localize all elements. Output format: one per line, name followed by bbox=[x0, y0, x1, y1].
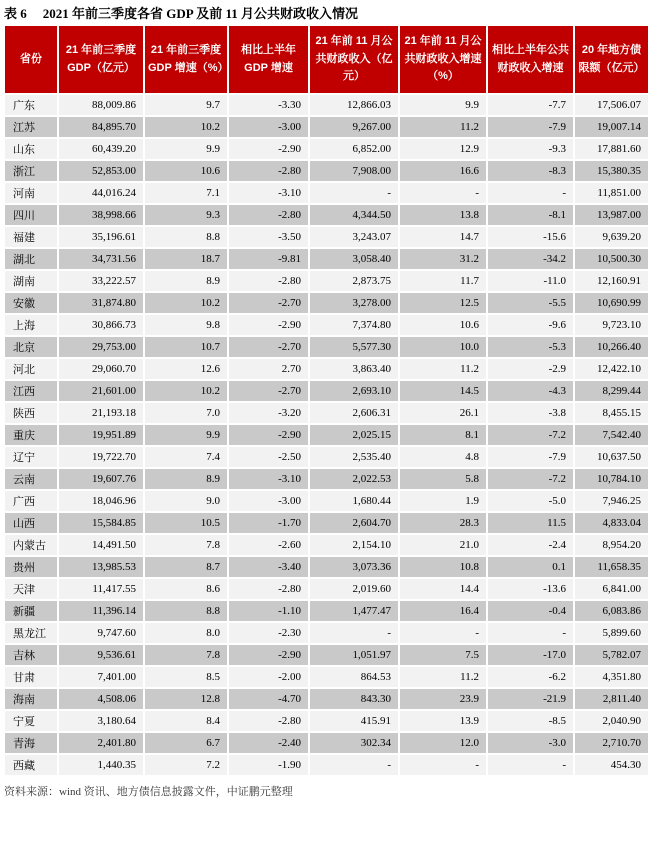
value-cell: 8.7 bbox=[145, 557, 227, 577]
table-row bbox=[5, 711, 648, 731]
value-cell: 11,417.55 bbox=[59, 579, 143, 599]
province-cell: 广西 bbox=[5, 491, 57, 511]
value-cell: 19,007.14 bbox=[575, 117, 648, 137]
value-cell: 7,374.80 bbox=[310, 315, 398, 335]
value-cell: 38,998.66 bbox=[59, 205, 143, 225]
value-cell: -8.1 bbox=[488, 205, 573, 225]
value-cell: 9,639.20 bbox=[575, 227, 648, 247]
value-cell: 1,051.97 bbox=[310, 645, 398, 665]
value-cell: 2,873.75 bbox=[310, 271, 398, 291]
value-cell: -13.6 bbox=[488, 579, 573, 599]
value-cell: -1.90 bbox=[229, 755, 308, 775]
province-cell: 青海 bbox=[5, 733, 57, 753]
value-cell: 4,508.06 bbox=[59, 689, 143, 709]
province-cell: 海南 bbox=[5, 689, 57, 709]
table-row bbox=[5, 579, 648, 599]
province-cell: 甘肃 bbox=[5, 667, 57, 687]
province-cell: 四川 bbox=[5, 205, 57, 225]
value-cell: 84,895.70 bbox=[59, 117, 143, 137]
value-cell: 88,009.86 bbox=[59, 95, 143, 115]
value-cell: 11.7 bbox=[400, 271, 486, 291]
value-cell: -2.90 bbox=[229, 645, 308, 665]
table-row bbox=[5, 601, 648, 621]
value-cell: 8.9 bbox=[145, 271, 227, 291]
province-cell: 河北 bbox=[5, 359, 57, 379]
table-row bbox=[5, 645, 648, 665]
value-cell: 9.8 bbox=[145, 315, 227, 335]
value-cell: -3.0 bbox=[488, 733, 573, 753]
value-cell: 2,019.60 bbox=[310, 579, 398, 599]
value-cell: 0.1 bbox=[488, 557, 573, 577]
table-number-label: 表 6 bbox=[4, 6, 27, 21]
value-cell: -2.80 bbox=[229, 161, 308, 181]
value-cell: 12.8 bbox=[145, 689, 227, 709]
table-row bbox=[5, 271, 648, 291]
value-cell: 14.5 bbox=[400, 381, 486, 401]
value-cell: 9,267.00 bbox=[310, 117, 398, 137]
value-cell: 8.8 bbox=[145, 601, 227, 621]
value-cell: 14.7 bbox=[400, 227, 486, 247]
value-cell: 18.7 bbox=[145, 249, 227, 269]
value-cell: -34.2 bbox=[488, 249, 573, 269]
value-cell: -9.6 bbox=[488, 315, 573, 335]
table-row bbox=[5, 95, 648, 115]
value-cell: 19,722.70 bbox=[59, 447, 143, 467]
value-cell: 11,851.00 bbox=[575, 183, 648, 203]
table-row bbox=[5, 623, 648, 643]
column-header-5: 21 年前 11 月公共财政收入增速（%） bbox=[400, 26, 486, 93]
value-cell: 7,542.40 bbox=[575, 425, 648, 445]
value-cell: 9.9 bbox=[145, 139, 227, 159]
province-cell: 辽宁 bbox=[5, 447, 57, 467]
value-cell: 7,946.25 bbox=[575, 491, 648, 511]
value-cell: -1.10 bbox=[229, 601, 308, 621]
value-cell: 10.2 bbox=[145, 117, 227, 137]
value-cell: -21.9 bbox=[488, 689, 573, 709]
value-cell: -2.70 bbox=[229, 337, 308, 357]
value-cell: 2,022.53 bbox=[310, 469, 398, 489]
value-cell: -9.81 bbox=[229, 249, 308, 269]
table-title: 2021 年前三季度各省 GDP 及前 11 月公共财政收入情况 bbox=[42, 6, 359, 21]
value-cell: 7.1 bbox=[145, 183, 227, 203]
value-cell: 21.0 bbox=[400, 535, 486, 555]
source-note: 资料来源：wind 资讯、地方债信息披露文件，中证鹏元整理 bbox=[4, 786, 293, 798]
value-cell: -5.5 bbox=[488, 293, 573, 313]
value-cell: -9.3 bbox=[488, 139, 573, 159]
province-cell: 河南 bbox=[5, 183, 57, 203]
province-cell: 安徽 bbox=[5, 293, 57, 313]
value-cell: 8.6 bbox=[145, 579, 227, 599]
value-cell: 4,351.80 bbox=[575, 667, 648, 687]
column-header-6: 相比上半年公共财政收入增速 bbox=[488, 26, 573, 93]
value-cell: 31,874.80 bbox=[59, 293, 143, 313]
value-cell: 17,506.07 bbox=[575, 95, 648, 115]
value-cell: 2,040.90 bbox=[575, 711, 648, 731]
value-cell: -7.9 bbox=[488, 447, 573, 467]
table-row bbox=[5, 557, 648, 577]
value-cell: -5.3 bbox=[488, 337, 573, 357]
table-row bbox=[5, 667, 648, 687]
province-cell: 上海 bbox=[5, 315, 57, 335]
table-row bbox=[5, 161, 648, 181]
value-cell: 6,841.00 bbox=[575, 579, 648, 599]
header-row bbox=[5, 26, 648, 93]
value-cell: -3.40 bbox=[229, 557, 308, 577]
value-cell: 6,083.86 bbox=[575, 601, 648, 621]
value-cell: 28.3 bbox=[400, 513, 486, 533]
value-cell: - bbox=[310, 183, 398, 203]
value-cell: 19,607.76 bbox=[59, 469, 143, 489]
value-cell: 5,899.60 bbox=[575, 623, 648, 643]
value-cell: 9.9 bbox=[400, 95, 486, 115]
value-cell: 9,723.10 bbox=[575, 315, 648, 335]
province-cell: 陕西 bbox=[5, 403, 57, 423]
value-cell: -3.8 bbox=[488, 403, 573, 423]
value-cell: 11.5 bbox=[488, 513, 573, 533]
value-cell: 6.7 bbox=[145, 733, 227, 753]
value-cell: -3.00 bbox=[229, 117, 308, 137]
value-cell: 16.4 bbox=[400, 601, 486, 621]
value-cell: 13.9 bbox=[400, 711, 486, 731]
value-cell: -1.70 bbox=[229, 513, 308, 533]
value-cell: -7.7 bbox=[488, 95, 573, 115]
value-cell: 3,243.07 bbox=[310, 227, 398, 247]
value-cell: -2.90 bbox=[229, 425, 308, 445]
value-cell: 60,439.20 bbox=[59, 139, 143, 159]
value-cell: -3.10 bbox=[229, 183, 308, 203]
value-cell: 3,058.40 bbox=[310, 249, 398, 269]
value-cell: 4,833.04 bbox=[575, 513, 648, 533]
value-cell: 15,584.85 bbox=[59, 513, 143, 533]
value-cell: 14,491.50 bbox=[59, 535, 143, 555]
value-cell: -6.2 bbox=[488, 667, 573, 687]
value-cell: 10,637.50 bbox=[575, 447, 648, 467]
value-cell: 10.6 bbox=[400, 315, 486, 335]
column-header-4: 21 年前 11 月公共财政收入（亿元） bbox=[310, 26, 398, 93]
value-cell: 2,535.40 bbox=[310, 447, 398, 467]
value-cell: 29,060.70 bbox=[59, 359, 143, 379]
value-cell: 3,180.64 bbox=[59, 711, 143, 731]
value-cell: 3,863.40 bbox=[310, 359, 398, 379]
value-cell: 2,710.70 bbox=[575, 733, 648, 753]
value-cell: 8.5 bbox=[145, 667, 227, 687]
value-cell: 10,690.99 bbox=[575, 293, 648, 313]
value-cell: 2,606.31 bbox=[310, 403, 398, 423]
value-cell: 44,016.24 bbox=[59, 183, 143, 203]
value-cell: 10.7 bbox=[145, 337, 227, 357]
value-cell: 8,954.20 bbox=[575, 535, 648, 555]
value-cell: 5,782.07 bbox=[575, 645, 648, 665]
province-cell: 重庆 bbox=[5, 425, 57, 445]
province-cell: 内蒙古 bbox=[5, 535, 57, 555]
value-cell: 33,222.57 bbox=[59, 271, 143, 291]
value-cell: 11,658.35 bbox=[575, 557, 648, 577]
column-header-1: 21 年前三季度 GDP（亿元） bbox=[59, 26, 143, 93]
value-cell: -2.90 bbox=[229, 139, 308, 159]
value-cell: 7.2 bbox=[145, 755, 227, 775]
value-cell: 7.0 bbox=[145, 403, 227, 423]
value-cell: 2,154.10 bbox=[310, 535, 398, 555]
value-cell: 9.0 bbox=[145, 491, 227, 511]
value-cell: 13,985.53 bbox=[59, 557, 143, 577]
value-cell: 2,811.40 bbox=[575, 689, 648, 709]
value-cell: 1,477.47 bbox=[310, 601, 398, 621]
province-cell: 西藏 bbox=[5, 755, 57, 775]
value-cell: -3.00 bbox=[229, 491, 308, 511]
table-row bbox=[5, 293, 648, 313]
table-row bbox=[5, 755, 648, 775]
value-cell: - bbox=[400, 183, 486, 203]
value-cell: 11.2 bbox=[400, 667, 486, 687]
value-cell: -2.00 bbox=[229, 667, 308, 687]
value-cell: 10.6 bbox=[145, 161, 227, 181]
value-cell: 12,866.03 bbox=[310, 95, 398, 115]
value-cell: -15.6 bbox=[488, 227, 573, 247]
column-header-2: 21 年前三季度 GDP 增速（%） bbox=[145, 26, 227, 93]
value-cell: -3.20 bbox=[229, 403, 308, 423]
value-cell: 864.53 bbox=[310, 667, 398, 687]
value-cell: -2.70 bbox=[229, 293, 308, 313]
gdp-fiscal-revenue-table bbox=[3, 24, 650, 777]
table-row bbox=[5, 117, 648, 137]
value-cell: 29,753.00 bbox=[59, 337, 143, 357]
value-cell: 4,344.50 bbox=[310, 205, 398, 225]
value-cell: -2.80 bbox=[229, 205, 308, 225]
value-cell: 26.1 bbox=[400, 403, 486, 423]
table-row bbox=[5, 689, 648, 709]
value-cell: -4.70 bbox=[229, 689, 308, 709]
value-cell: 13,987.00 bbox=[575, 205, 648, 225]
value-cell: 8.8 bbox=[145, 227, 227, 247]
value-cell: -2.9 bbox=[488, 359, 573, 379]
value-cell: 2,401.80 bbox=[59, 733, 143, 753]
value-cell: -2.4 bbox=[488, 535, 573, 555]
value-cell: -2.80 bbox=[229, 271, 308, 291]
value-cell: - bbox=[400, 755, 486, 775]
value-cell: 10.5 bbox=[145, 513, 227, 533]
value-cell: 11.2 bbox=[400, 359, 486, 379]
value-cell: 9,536.61 bbox=[59, 645, 143, 665]
value-cell: 8.1 bbox=[400, 425, 486, 445]
value-cell: -0.4 bbox=[488, 601, 573, 621]
value-cell: -8.5 bbox=[488, 711, 573, 731]
value-cell: 12.0 bbox=[400, 733, 486, 753]
value-cell: 34,731.56 bbox=[59, 249, 143, 269]
table-row bbox=[5, 227, 648, 247]
province-cell: 福建 bbox=[5, 227, 57, 247]
province-cell: 广东 bbox=[5, 95, 57, 115]
value-cell: 23.9 bbox=[400, 689, 486, 709]
province-cell: 江苏 bbox=[5, 117, 57, 137]
province-cell: 黑龙江 bbox=[5, 623, 57, 643]
value-cell: 1,680.44 bbox=[310, 491, 398, 511]
table-row bbox=[5, 205, 648, 225]
province-cell: 天津 bbox=[5, 579, 57, 599]
value-cell: -7.9 bbox=[488, 117, 573, 137]
value-cell: 302.34 bbox=[310, 733, 398, 753]
table-row bbox=[5, 469, 648, 489]
value-cell: 5,577.30 bbox=[310, 337, 398, 357]
table-row bbox=[5, 403, 648, 423]
province-cell: 湖北 bbox=[5, 249, 57, 269]
province-cell: 浙江 bbox=[5, 161, 57, 181]
value-cell: 2.70 bbox=[229, 359, 308, 379]
province-cell: 江西 bbox=[5, 381, 57, 401]
value-cell: 52,853.00 bbox=[59, 161, 143, 181]
value-cell: -7.2 bbox=[488, 425, 573, 445]
value-cell: -2.60 bbox=[229, 535, 308, 555]
table-row bbox=[5, 183, 648, 203]
value-cell: 7.5 bbox=[400, 645, 486, 665]
table-row bbox=[5, 425, 648, 445]
table-row bbox=[5, 359, 648, 379]
value-cell: -11.0 bbox=[488, 271, 573, 291]
province-cell: 吉林 bbox=[5, 645, 57, 665]
value-cell: 3,073.36 bbox=[310, 557, 398, 577]
value-cell: -2.80 bbox=[229, 711, 308, 731]
value-cell: 2,604.70 bbox=[310, 513, 398, 533]
value-cell: 10,266.40 bbox=[575, 337, 648, 357]
value-cell: 1,440.35 bbox=[59, 755, 143, 775]
province-cell: 北京 bbox=[5, 337, 57, 357]
value-cell: - bbox=[310, 623, 398, 643]
value-cell: 9,747.60 bbox=[59, 623, 143, 643]
value-cell: -3.50 bbox=[229, 227, 308, 247]
table-row bbox=[5, 513, 648, 533]
value-cell: 16.6 bbox=[400, 161, 486, 181]
value-cell: 31.2 bbox=[400, 249, 486, 269]
column-header-3: 相比上半年 GDP 增速 bbox=[229, 26, 308, 93]
value-cell: -5.0 bbox=[488, 491, 573, 511]
value-cell: 30,866.73 bbox=[59, 315, 143, 335]
table-row bbox=[5, 139, 648, 159]
value-cell: -2.80 bbox=[229, 579, 308, 599]
value-cell: 9.7 bbox=[145, 95, 227, 115]
value-cell: - bbox=[488, 623, 573, 643]
value-cell: 5.8 bbox=[400, 469, 486, 489]
value-cell: -4.3 bbox=[488, 381, 573, 401]
value-cell: 10,784.10 bbox=[575, 469, 648, 489]
value-cell: 7,908.00 bbox=[310, 161, 398, 181]
value-cell: 17,881.60 bbox=[575, 139, 648, 159]
value-cell: 8.4 bbox=[145, 711, 227, 731]
value-cell: -2.50 bbox=[229, 447, 308, 467]
value-cell: -2.70 bbox=[229, 381, 308, 401]
value-cell: - bbox=[488, 183, 573, 203]
value-cell: 19,951.89 bbox=[59, 425, 143, 445]
column-header-0: 省份 bbox=[5, 26, 57, 93]
value-cell: - bbox=[400, 623, 486, 643]
value-cell: 11.2 bbox=[400, 117, 486, 137]
value-cell: 12.9 bbox=[400, 139, 486, 159]
value-cell: 9.3 bbox=[145, 205, 227, 225]
value-cell: 7.8 bbox=[145, 645, 227, 665]
table-body bbox=[5, 95, 648, 775]
column-header-7: 20 年地方债限额（亿元） bbox=[575, 26, 648, 93]
value-cell: -2.40 bbox=[229, 733, 308, 753]
value-cell: 3,278.00 bbox=[310, 293, 398, 313]
value-cell: 12,160.91 bbox=[575, 271, 648, 291]
province-cell: 湖南 bbox=[5, 271, 57, 291]
province-cell: 宁夏 bbox=[5, 711, 57, 731]
value-cell: 21,601.00 bbox=[59, 381, 143, 401]
value-cell: 1.9 bbox=[400, 491, 486, 511]
value-cell: -3.30 bbox=[229, 95, 308, 115]
value-cell: 2,025.15 bbox=[310, 425, 398, 445]
table-row bbox=[5, 337, 648, 357]
province-cell: 贵州 bbox=[5, 557, 57, 577]
province-cell: 云南 bbox=[5, 469, 57, 489]
value-cell: 7.4 bbox=[145, 447, 227, 467]
value-cell: 12.5 bbox=[400, 293, 486, 313]
value-cell: 4.8 bbox=[400, 447, 486, 467]
value-cell: 10.2 bbox=[145, 381, 227, 401]
value-cell: 21,193.18 bbox=[59, 403, 143, 423]
value-cell: -3.10 bbox=[229, 469, 308, 489]
table-row bbox=[5, 491, 648, 511]
value-cell: -2.30 bbox=[229, 623, 308, 643]
value-cell: 14.4 bbox=[400, 579, 486, 599]
value-cell: 415.91 bbox=[310, 711, 398, 731]
value-cell: 454.30 bbox=[575, 755, 648, 775]
value-cell: 11,396.14 bbox=[59, 601, 143, 621]
value-cell: 10.8 bbox=[400, 557, 486, 577]
table-caption bbox=[4, 3, 650, 22]
table-row bbox=[5, 315, 648, 335]
value-cell: 8.9 bbox=[145, 469, 227, 489]
value-cell: 12.6 bbox=[145, 359, 227, 379]
value-cell: 10.2 bbox=[145, 293, 227, 313]
table-row bbox=[5, 733, 648, 753]
value-cell: 10,500.30 bbox=[575, 249, 648, 269]
value-cell: 7,401.00 bbox=[59, 667, 143, 687]
value-cell: 8,455.15 bbox=[575, 403, 648, 423]
value-cell: - bbox=[310, 755, 398, 775]
value-cell: 18,046.96 bbox=[59, 491, 143, 511]
table-row bbox=[5, 249, 648, 269]
province-cell: 新疆 bbox=[5, 601, 57, 621]
value-cell: 15,380.35 bbox=[575, 161, 648, 181]
province-cell: 山东 bbox=[5, 139, 57, 159]
table-row bbox=[5, 535, 648, 555]
value-cell: 8.0 bbox=[145, 623, 227, 643]
value-cell: 7.8 bbox=[145, 535, 227, 555]
value-cell: 2,693.10 bbox=[310, 381, 398, 401]
province-cell: 山西 bbox=[5, 513, 57, 533]
value-cell: 9.9 bbox=[145, 425, 227, 445]
table-row bbox=[5, 381, 648, 401]
value-cell: -8.3 bbox=[488, 161, 573, 181]
value-cell: 13.8 bbox=[400, 205, 486, 225]
table-row bbox=[5, 447, 648, 467]
value-cell: 10.0 bbox=[400, 337, 486, 357]
value-cell: 35,196.61 bbox=[59, 227, 143, 247]
value-cell: -17.0 bbox=[488, 645, 573, 665]
value-cell: 12,422.10 bbox=[575, 359, 648, 379]
value-cell: 8,299.44 bbox=[575, 381, 648, 401]
value-cell: 6,852.00 bbox=[310, 139, 398, 159]
value-cell: 843.30 bbox=[310, 689, 398, 709]
value-cell: -7.2 bbox=[488, 469, 573, 489]
value-cell: -2.90 bbox=[229, 315, 308, 335]
value-cell: - bbox=[488, 755, 573, 775]
